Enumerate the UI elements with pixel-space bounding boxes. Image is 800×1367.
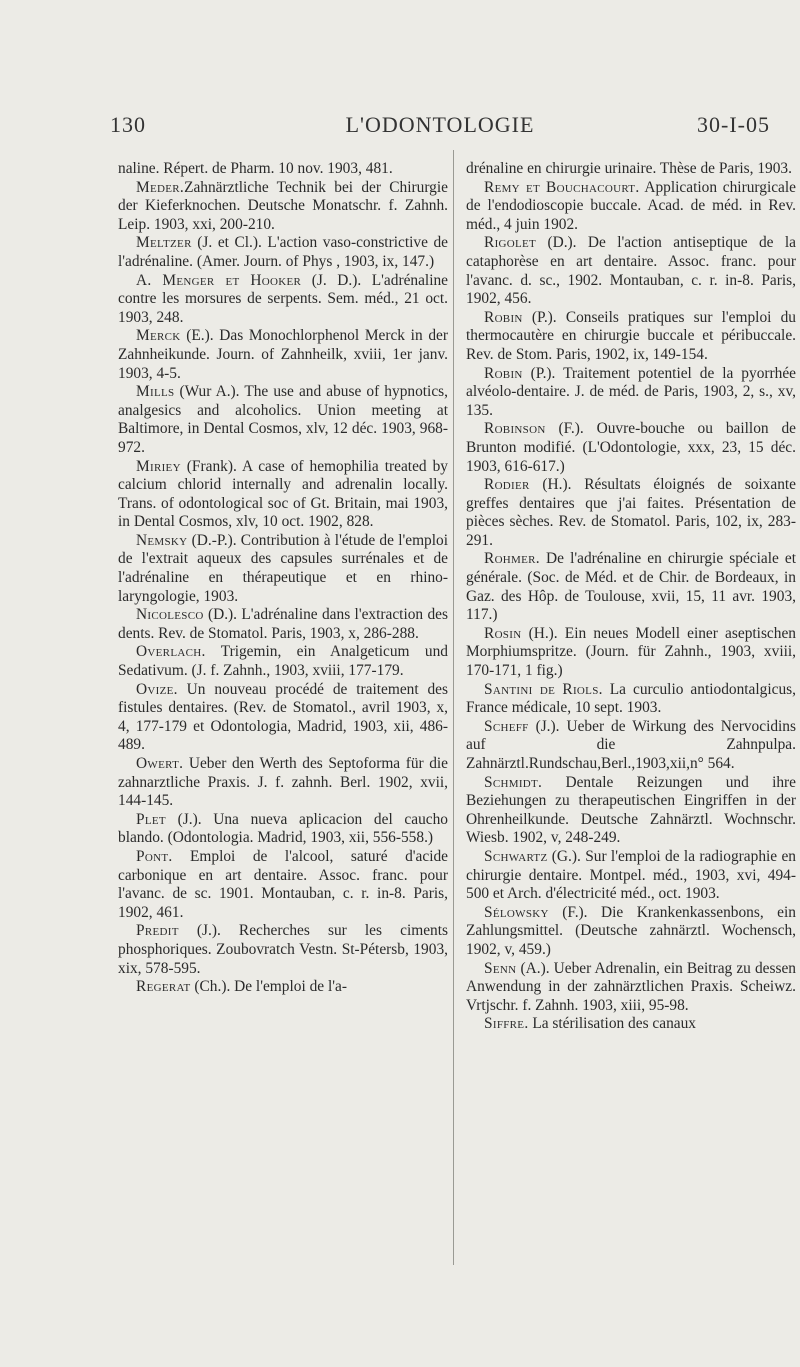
entry-text: (D.). De l'action antiseptique de la cataphorèse en art dentaire. Assoc. franc. pour l'avanc. d. sc., 1902. Montauban, c. r. in-8. Paris, 1902, 456. (466, 234, 796, 308)
entry-text: (E.). Das Monochlorphenol Merck in der Zahnheikunde. Journ. of Zahnheilk, xviii, 1er janv. 1903, 4-5. (118, 327, 448, 382)
entry-text: Trigemin, ein Analgeticum und Sedativum. (J. f. Zahnh., 1903, xviii, 177-179. (118, 643, 448, 680)
entry-text: Application chirurgicale de l'endodioscopie buccale. Acad. de méd. in Rev. méd., 4 juin 1902. (466, 178, 796, 233)
bibliography-entry (466, 476, 796, 550)
page-number: 130 (110, 112, 146, 137)
running-header (110, 112, 770, 148)
left-column (118, 160, 448, 997)
entry-author: Rodier (484, 476, 530, 494)
bibliography-entry (466, 550, 796, 624)
entry-author: Miriey (136, 457, 181, 475)
entry-text: (G.). Sur l'emploi de la radiographie en chirurgie dentaire. Montpel. méd., 1903, xvi, 494-500 et Arch. d'électricité méd., oct. 1903. (466, 847, 796, 903)
entry-text: (Wur A.). The use and abuse of hypnotics, analgesics and alcoholics. Union meeting at Baltimore, in Dental Cosmos, xlv, 12 déc. 1903, 968-972. (118, 383, 448, 456)
entry-author: Plet (136, 810, 166, 828)
entry-author: Robinson (484, 420, 546, 438)
entry-text: (Ch.). De l'emploi de l'a- (190, 978, 347, 996)
entry-text: (A.). Ueber Adrenalin, ein Beitrag zu dessen Anwendung in der zahnärztlichen Praxis. Scheiwz. Vrtjschr. f. Zahnh. 1903, xiii, 95-98. (466, 959, 796, 1014)
entry-text: (J. D.). L'adrénaline contre les morsures de serpents. Sem. méd., 21 oct. 1903, 248. (118, 271, 449, 326)
entry-text: (J.). Una nueva aplicacion del caucho blando. (Odontologia. Madrid, 1903, xii, 556-558.) (118, 810, 448, 847)
bibliography-entry (466, 234, 796, 308)
entry-text: (J.). Recherches sur les ciments phosphoriques. Zoubovratch Vestn. St-Pétersb, 1903, xix, 578-595. (118, 922, 448, 977)
bibliography-entry (118, 234, 448, 271)
entry-author: Schwartz (484, 847, 548, 865)
entry-text: La stérilisation des canaux (528, 1015, 696, 1033)
entry-author: Scheff (484, 717, 529, 735)
bibliography-entry (466, 365, 796, 421)
entry-text: (H.). Résultats éloignés de soixante greffes dentaires que j'ai faites. Présentation de pièces sèches. Rev. de Stomatol. Paris, 102, ix, 283-291. (466, 476, 796, 549)
entry-author: Siffre. (484, 1015, 529, 1033)
entry-author: Ovize. (136, 680, 178, 698)
bibliography-entry (466, 309, 796, 365)
bibliography-entry (118, 811, 448, 848)
entry-text: (D.-P.). Contribution à l'étude de l'emploi de l'extrait aqueux des capsules surrénales et de l'adrénaline en thérapeutique et en rhino-laryngologie, 1903. (118, 531, 448, 605)
entry-author: Rohmer. (484, 550, 540, 568)
bibliography-entry (118, 458, 448, 532)
entry-text: Ueber den Werth des Septoforma für die zahnarztliche Praxis. J. f. zahnh. Berl. 1902, xvii, 144-145. (118, 755, 448, 810)
bibliography-entry (118, 643, 448, 680)
entry-author: Sélowsky (484, 903, 549, 921)
entry-text: (F.). Die Krankenkassenbons, ein Zahlungsmittel. (Deutsche zahnärztl. Wochensch, 1902, v, 459.) (466, 903, 796, 958)
entry-author: Merck (136, 327, 181, 345)
entry-author: Regerat (136, 978, 191, 996)
entry-text: La curculio antiodontalgicus, France médicale, 10 sept. 1903. (466, 680, 797, 717)
column-divider (453, 150, 454, 1265)
bibliography-entry (118, 272, 448, 328)
entry-text: (D.). L'adrénaline dans l'extraction des dents. Rev. de Stomatol. Paris, 1903, x, 286-288. (118, 606, 448, 642)
entry-author: Meder. (136, 178, 185, 196)
bibliography-entry (466, 718, 796, 774)
entry-author: Overlach. (136, 643, 206, 661)
bibliography-entry (466, 625, 796, 681)
bibliography-entry (118, 755, 448, 811)
entry-author: Owert. (136, 755, 184, 772)
bibliography-entry (118, 922, 448, 978)
entry-author: Meltzer (136, 234, 192, 252)
entry-text: (F.). Ouvre-bouche ou baillon de Brunton modifié. (L'Odontologie, xxx, 23, 15 déc. 1903, 616-617.) (466, 420, 796, 475)
entry-author: Mills (136, 383, 175, 401)
entry-text: (Frank). A case of hemophilia treated by calcium chlorid internally and adrenalin locally. Trans. of odontological soc of Gt. Britain, mai 1903, in Dental Cosmos, xlv, 10 oct. 1902, 828. (118, 457, 448, 531)
entry-author: Santini de Riols. (484, 680, 603, 698)
bibliography-entry (466, 960, 796, 1016)
bibliography-entry (466, 904, 796, 960)
bibliography-entry (466, 774, 796, 848)
entry-author: Senn (484, 959, 517, 977)
bibliography-entry (118, 179, 448, 235)
bibliography-entry (466, 848, 796, 904)
entry-author: Nemsky (136, 531, 188, 549)
journal-title: L'ODONTOLOGIE (345, 112, 535, 137)
entry-author: Schmidt. (484, 773, 543, 791)
bibliography-entry (466, 160, 796, 179)
entry-text: Un nouveau procédé de traitement des fistules dentaires. (Rev. de Stomatol., avril 1903, x, 4, 177-179 et Odontologia, Madrid, 1903, xii, 486-489. (118, 680, 448, 754)
bibliography-entry (118, 532, 448, 606)
issue-date: 30-I-05 (697, 112, 770, 137)
bibliography-entry (118, 383, 448, 457)
entry-author: Predit (136, 922, 179, 940)
entry-text: (J.). Ueber de Wirkung des Nervocidins auf die Zahnpulpa. Zahnärztl.Rundschau,Berl.,1903,xii,n° 564. (466, 717, 796, 772)
bibliography-entry (118, 978, 448, 997)
entry-text: naline. Répert. de Pharm. 10 nov. 1903, 481. (118, 160, 393, 177)
entry-author: Robin (484, 364, 523, 382)
entry-text: drénaline en chirurgie urinaire. Thèse de Paris, 1903. (466, 160, 792, 177)
bibliography-entry (118, 606, 448, 643)
entry-author: Pont. (136, 847, 173, 865)
entry-text: Zahnärztliche Technik bei der Chirurgie der Kieferknochen. Deutsche Monatschr. f. Zahnh. Leip. 1903, xxi, 200-210. (118, 178, 448, 233)
bibliography-entry (118, 681, 448, 755)
entry-text: Dentale Reizungen und ihre Beziehungen zu therapeutischen Eingriffen in der Ohrenheilkunde. Deutsche Zahnärztl. Wochnschr. Wiesb. 1902, v, 248-249. (466, 773, 796, 847)
bibliography-entry (118, 327, 448, 383)
entry-author: A. Menger et Hooker (136, 271, 302, 289)
entry-text: De l'adrénaline en chirurgie spéciale et générale. (Soc. de Méd. et de Chir. de Bordeaux, in Gaz. des Hôp. de Toulouse, xvii, 15, 11 avr. 1903, 117.) (466, 550, 796, 624)
bibliography-entry (466, 179, 796, 235)
entry-author: Remy et Bouchacourt. (484, 178, 640, 196)
bibliography-entry (118, 848, 448, 922)
entry-author: Rosin (484, 624, 522, 642)
bibliography-entry (466, 420, 796, 476)
entry-text: Emploi de l'alcool, saturé d'acide carbonique en art dentaire. Assoc. franc. pour l'avanc. de sc. 1901. Montauban, c. r. in-8. Paris, 1902, 461. (118, 847, 448, 921)
entry-text: (P.). Traitement potentiel de la pyorrhée alvéolo-dentaire. J. de méd. de Paris, 1903, 2, s., xv, 135. (466, 364, 796, 419)
entry-text: (P.). Conseils pratiques sur l'emploi du thermocautère en chirurgie buccale et péribuccale. Rev. de Stom. Paris, 1902, ix, 149-154. (466, 308, 796, 363)
bibliography-entry (466, 1015, 796, 1034)
entry-author: Rigolet (484, 234, 537, 252)
entry-text: (J. et Cl.). L'action vaso-constrictive de l'adrénaline. (Amer. Journ. of Phys , 1903, ix, 147.) (118, 234, 448, 270)
bibliography-entry (118, 160, 448, 179)
right-column (466, 160, 796, 1034)
entry-author: Robin (484, 308, 523, 326)
entry-author: Nicolesco (136, 606, 204, 624)
entry-text: (H.). Ein neues Modell einer aseptischen Morphiumspritze. (Journ. für Zahnh., 1903, xviii, 170-171, 1 fig.) (466, 624, 796, 680)
bibliography-entry (466, 681, 796, 718)
